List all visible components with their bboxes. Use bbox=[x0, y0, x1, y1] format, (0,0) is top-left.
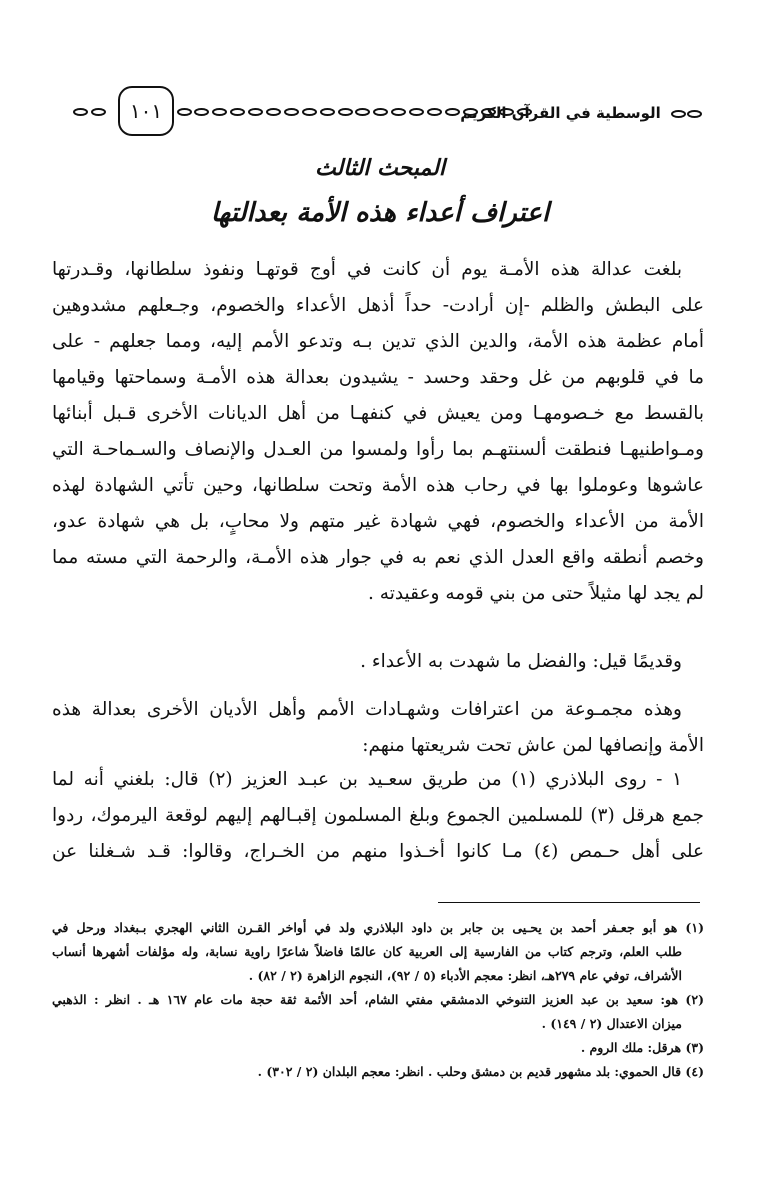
paragraph-intro bbox=[52, 252, 704, 612]
text-line: جمع هرقل (٣) للمسلمين الجموع وبلغ المسلمون إقبـالهم إليهم لوقعة اليرموك، ردوا bbox=[52, 805, 704, 826]
footnote-line: (١) هو أبو جعـفر أحمد بن يحـيى بن جابر بن داود البلاذري ولد في أواخر القـرن الثاني الهجري بـبغداد ورحل في bbox=[52, 920, 704, 935]
text-line: وخصم أنطقه واقع العدل الذي نعم به في جوار هذه الأمـة، والرحمة التي مسته مما bbox=[52, 547, 704, 568]
section-heading: المبحث الثالث bbox=[314, 156, 446, 181]
text-line: وقديمًا قيل: والفضل ما شهدت به الأعداء . bbox=[360, 651, 682, 672]
footnote-line: الأشراف، توفي عام ٢٧٩هـ، انظر: معجم الأدباء (٥ / ٩٢)، النجوم الزاهرة (٢ / ٨٢) . bbox=[248, 968, 682, 983]
text-line: بالقسط مع خـصومهـا ومن يعيش في كنفهـا من أهل الديانات الأخرى قـبل أبنائها bbox=[52, 403, 704, 424]
text-line: وهذه مجمـوعة من اعترافات وشهـادات الأمم وأهل الأديان الأخرى بعدالة هذه bbox=[52, 699, 682, 720]
text-line: ومـواطنيهـا فنطقت ألسنتهـم بما رأوا ولمسوا من العـدل والإنصاف والسـماحـة التي bbox=[52, 439, 704, 460]
footnote-line: (٤) قال الحموي: بلد مشهور قديم بن دمشق وحلب . انظر: معجم البلدان (٢ / ٣٠٢) . bbox=[257, 1064, 704, 1079]
footnote-line: (٢) هو: سعيد بن عبد العزيز التنوخي الدمشقي مفتي الشام، أحد الأئمة ثقة حجة مات عام ١٦٧ هـ . انظر : الذهبي bbox=[52, 992, 704, 1007]
section-title: اعتراف أعداء هذه الأمة بعدالتها bbox=[210, 198, 550, 228]
text-line: لم يجد لها مثيلاً حتى من بني قومه وعقيدته . bbox=[368, 583, 704, 604]
page-number: ١٠١ bbox=[118, 86, 174, 136]
paragraph-proverb bbox=[52, 644, 704, 680]
footnote-line: ميزان الاعتدال (٢ / ١٤٩) . bbox=[541, 1016, 682, 1031]
footnotes bbox=[52, 916, 704, 1084]
text-line: عاشوها وعوملوا بها في رحاب هذه الأمة وتحت سلطانها، وحين تأتي الشهادة لهذه bbox=[52, 475, 704, 496]
text-line: ما في قلوبهم من غل وحقد وحسد - يشيدون بعدالة هذه الأمـة وسماحتها وقيامها bbox=[52, 367, 704, 388]
text-line: الأمة وإنصافها لمن عاش تحت شريعتها منهم: bbox=[362, 735, 704, 756]
text-line: بلغت عدالة هذه الأمـة يوم أن كانت في أوج قوتهـا ونفوذ سلطانها، وقـدرتها bbox=[52, 259, 682, 280]
running-header bbox=[62, 86, 702, 146]
ornament-lead bbox=[670, 104, 702, 122]
header-ornament-band bbox=[176, 108, 532, 120]
text-line: على أهل حـمص (٤) مـا كانوا أخـذوا منهم من الخـراج، وقالوا: قـد شـغلنا عن bbox=[52, 841, 704, 862]
paragraph-collection bbox=[52, 692, 704, 764]
text-line: الأمة من الأعداء والخصوم، فهي شهادة غير متهم ولا محابٍ، بل هي شهادة عدو، bbox=[52, 511, 704, 532]
footnote-divider bbox=[438, 902, 700, 903]
text-line: أمام عظمة هذه الأمة، والدين الذي تدين بـه وتدعو الأمم إليه، ومما جعلهم - على bbox=[52, 331, 704, 352]
book-title-text: الوسطية في القرآن الكريم bbox=[460, 104, 661, 122]
header-ornament-end bbox=[62, 108, 106, 116]
footnote-line: (٣) هرقل: ملك الروم . bbox=[580, 1040, 704, 1055]
text-line: على البطش والظلم -إن أرادت- حداً أذهل الأعداء والخصوم، وجـعلهم مشدوهين bbox=[52, 295, 704, 316]
text-line: ١ - روى البلاذري (١) من طريق سعـيد بن عبـد العزيز (٢) قال: بلغني أنه لما bbox=[52, 769, 682, 790]
footnote-line: طلب العلم، وترجم كتاب من الفارسية إلى العربية كان عالمًا فاضلاً شاعرًا راوية نسابة، وله مؤلفات أشهرها أنساب bbox=[52, 944, 682, 959]
paragraph-item-1 bbox=[52, 762, 704, 870]
